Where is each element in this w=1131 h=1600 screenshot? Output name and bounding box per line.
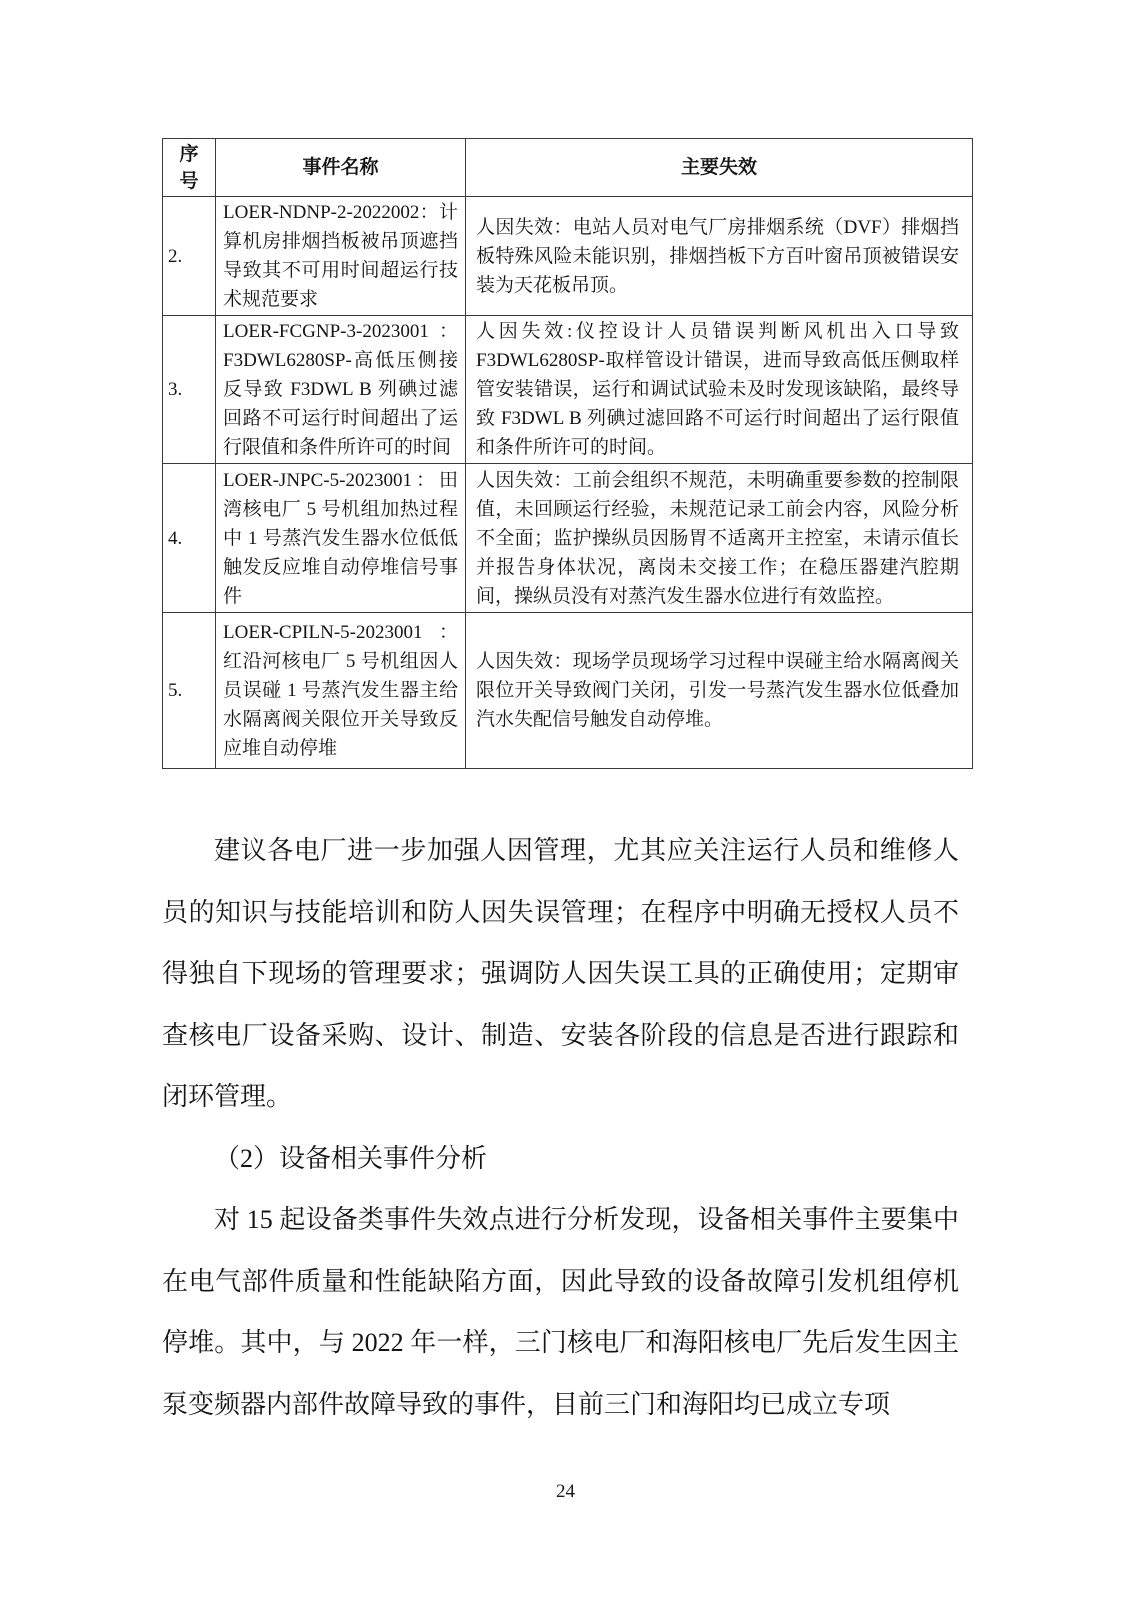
cell-event-name: LOER-NDNP-2-2022002：计算机房排烟挡板被吊顶遮挡导致其不可用时间超运行技术规范要求 (216, 197, 466, 316)
body-text (162, 820, 959, 1435)
cell-event-name: LOER-FCGNP-3-2023001 ：F3DWL6280SP-高低压侧接反导致 F3DWL B 列碘过滤回路不可运行时间超出了运行限值和条件所许可的时间 (216, 316, 466, 464)
cell-main-failure: 人因失效：电站人员对电气厂房排烟系统（DVF）排烟挡板特殊风险未能识别，排烟挡板下方百叶窗吊顶被错误安装为天花板吊顶。 (466, 197, 973, 316)
cell-main-failure: 人因失效:仪控设计人员错误判断风机出入口导致 F3DWL6280SP-取样管设计错误，进而导致高低压侧取样管安装错误，运行和调试试验未及时发现该缺陷，最终导致 F3DWL B 列碘过滤回路不可运行时间超出了运行限值和条件所许可的时间。 (466, 316, 973, 464)
cell-seq: 5. (163, 613, 216, 769)
header-seq-label: 序号 (179, 143, 199, 192)
header-seq (163, 139, 216, 197)
paragraph-equipment-analysis: 对 15 起设备类事件失效点进行分析发现，设备相关事件主要集中在电气部件质量和性能缺陷方面，因此导致的设备故障引发机组停机停堆。其中，与 2022 年一样，三门核电厂和海阳核电厂先后发生因主泵变频器内部件故障导致的事件，目前三门和海阳均已成立专项 (162, 1205, 959, 1419)
table-row (163, 613, 973, 769)
paragraph-recommendation: 建议各电厂进一步加强人因管理，尤其应关注运行人员和维修人员的知识与技能培训和防人因失误管理；在程序中明确无授权人员不得独自下现场的管理要求；强调防人因失误工具的正确使用；定期审查核电厂设备采购、设计、制造、安装各阶段的信息是否进行跟踪和闭环管理。 (162, 836, 959, 1111)
table-row (163, 464, 973, 613)
header-event-name: 事件名称 (216, 139, 466, 197)
cell-main-failure: 人因失效：工前会组织不规范，未明确重要参数的控制限值，未回顾运行经验，未规范记录工前会内容，风险分析不全面；监护操纵员因肠胃不适离开主控室，未请示值长并报告身体状况，离岗未交接工作；在稳压器建汽腔期间，操纵员没有对蒸汽发生器水位进行有效监控。 (466, 464, 973, 613)
page-number: 24 (556, 1481, 575, 1502)
table-row (163, 197, 973, 316)
table-row (163, 316, 973, 464)
table-header-row (163, 139, 973, 197)
cell-seq: 3. (163, 316, 216, 464)
cell-main-failure: 人因失效：现场学员现场学习过程中误碰主给水隔离阀关限位开关导致阀门关闭，引发一号蒸汽发生器水位低叠加汽水失配信号触发自动停堆。 (466, 613, 973, 769)
cell-seq: 4. (163, 464, 216, 613)
cell-event-name: LOER-CPILN-5-2023001：红沿河核电厂 5 号机组因人员误碰 1 号蒸汽发生器主给水隔离阀关限位开关导致反应堆自动停堆 (216, 613, 466, 769)
cell-seq: 2. (163, 197, 216, 316)
failure-events-table (162, 138, 973, 769)
header-main-failure: 主要失效 (466, 139, 973, 197)
section-heading: （2）设备相关事件分析 (214, 1143, 488, 1173)
cell-event-name: LOER-JNPC-5-2023001：田湾核电厂 5 号机组加热过程中 1 号蒸汽发生器水位低低触发反应堆自动停堆信号事件 (216, 464, 466, 613)
